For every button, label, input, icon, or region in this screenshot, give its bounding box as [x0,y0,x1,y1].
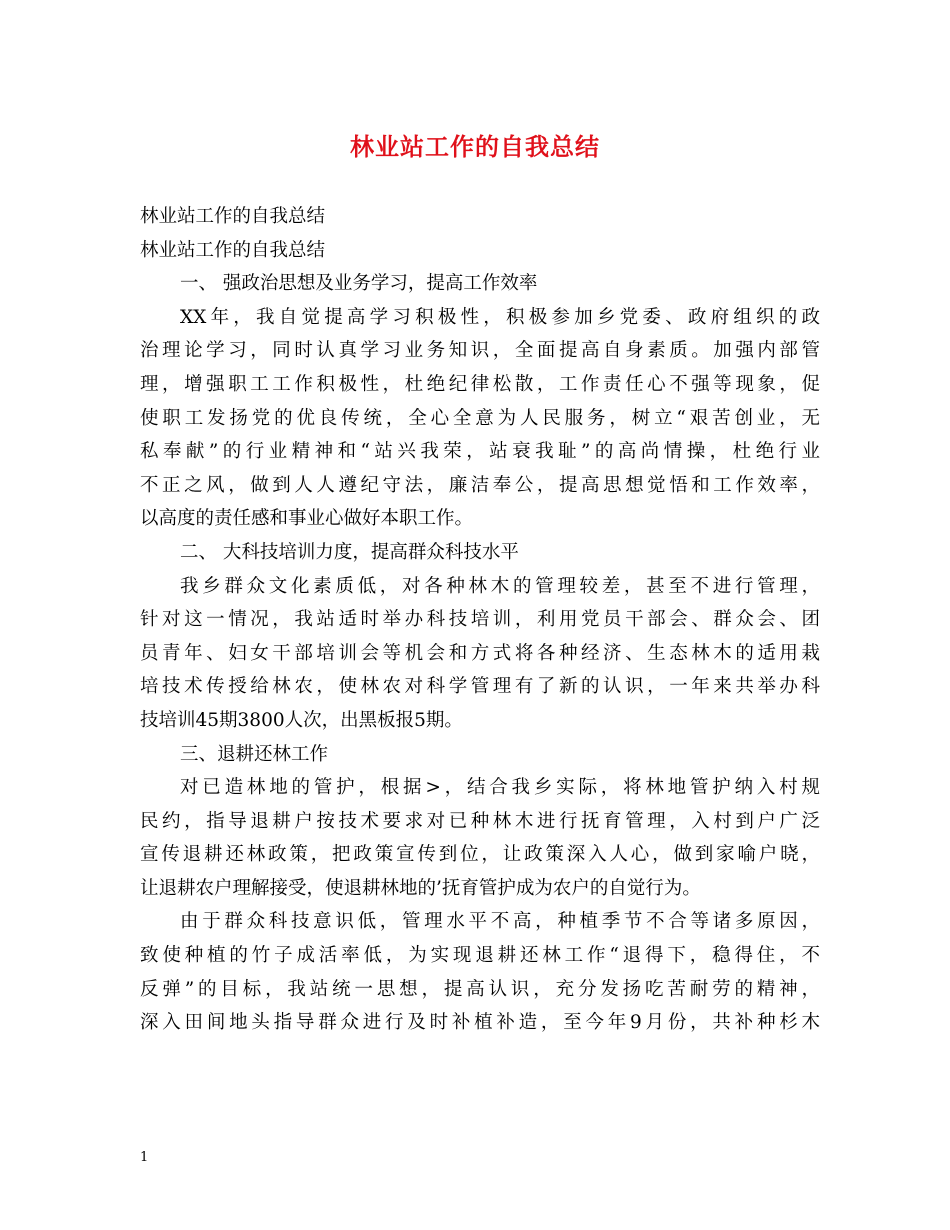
text-line: 培技术传授给林农，使林农对科学管理有了新的认识，一年来共举办科 [140,676,820,698]
section-heading: 三、退耕还林工作 [180,743,329,765]
text-line: 治理论学习，同时认真学习业务知识，全面提高自身素质。加强内部管 [140,340,820,362]
text-line: 让退耕农户理解接受，使退耕林地的’抚育管护成为农户的自觉行为。 [140,877,701,899]
text-line: 我乡群众文化素质低，对各种林木的管理较差，甚至不进行管理， [180,575,820,597]
text-line: 以高度的责任感和事业心做好本职工作。 [140,508,474,530]
text-line: 反弹”的目标，我站统一思想，提高认识，充分发扬吃苦耐劳的精神， [140,978,820,1000]
text-line: 私奉献”的行业精神和“站兴我荣，站衰我耻”的高尚情操，杜绝行业 [140,441,820,463]
text-line: 由于群众科技意识低，管理水平不高，种植季节不合等诸多原因， [180,911,820,933]
text-line: 致使种植的竹子成活率低，为实现退耕还林工作“退得下，稳得住，不 [140,945,820,967]
document-body [140,200,820,1040]
text-line: XX年，我自觉提高学习积极性，积极参加乡党委、政府组织的政 [180,306,820,328]
section-heading: 二、 大科技培训力度，提高群众科技水平 [180,541,519,563]
text-line: 不正之风，做到人人遵纪守法，廉洁奉公，提高思想觉悟和工作效率， [140,474,820,496]
text-line: 宣传退耕还林政策，把政策宣传到位，让政策深入人心，做到家喻户晓， [140,844,820,866]
text-line: 民约，指导退耕户按技术要求对已种林木进行抚育管理，入村到户广泛 [140,810,820,832]
text-line: 理，增强职工工作积极性，杜绝纪律松散，工作责任心不强等现象，促 [140,373,820,395]
text-line: 员青年、妇女干部培训会等机会和方式将各种经济、生态林木的适用栽 [140,642,820,664]
text-line: 针对这一情况，我站适时举办科技培训，利用党员干部会、群众会、团 [140,609,820,631]
text-line: 林业站工作的自我总结 [140,206,326,227]
page-number: 1 [140,1150,149,1165]
text-line: 使职工发扬党的优良传统，全心全意为人民服务，树立“艰苦创业，无 [140,407,820,429]
document-title: 林业站工作的自我总结 [350,133,600,161]
text-line: 深入田间地头指导群众进行及时补植补造，至今年9月份，共补种杉木 [140,1012,820,1034]
section-heading: 一、 强政治思想及业务学习，提高工作效率 [180,273,538,295]
text-line: 林业站工作的自我总结 [140,239,326,261]
text-line: 对已造林地的管护，根据>，结合我乡实际，将林地管护纳入村规 [180,777,820,799]
text-line: 技培训45期3800人次，出黑板报5期。 [140,709,463,731]
